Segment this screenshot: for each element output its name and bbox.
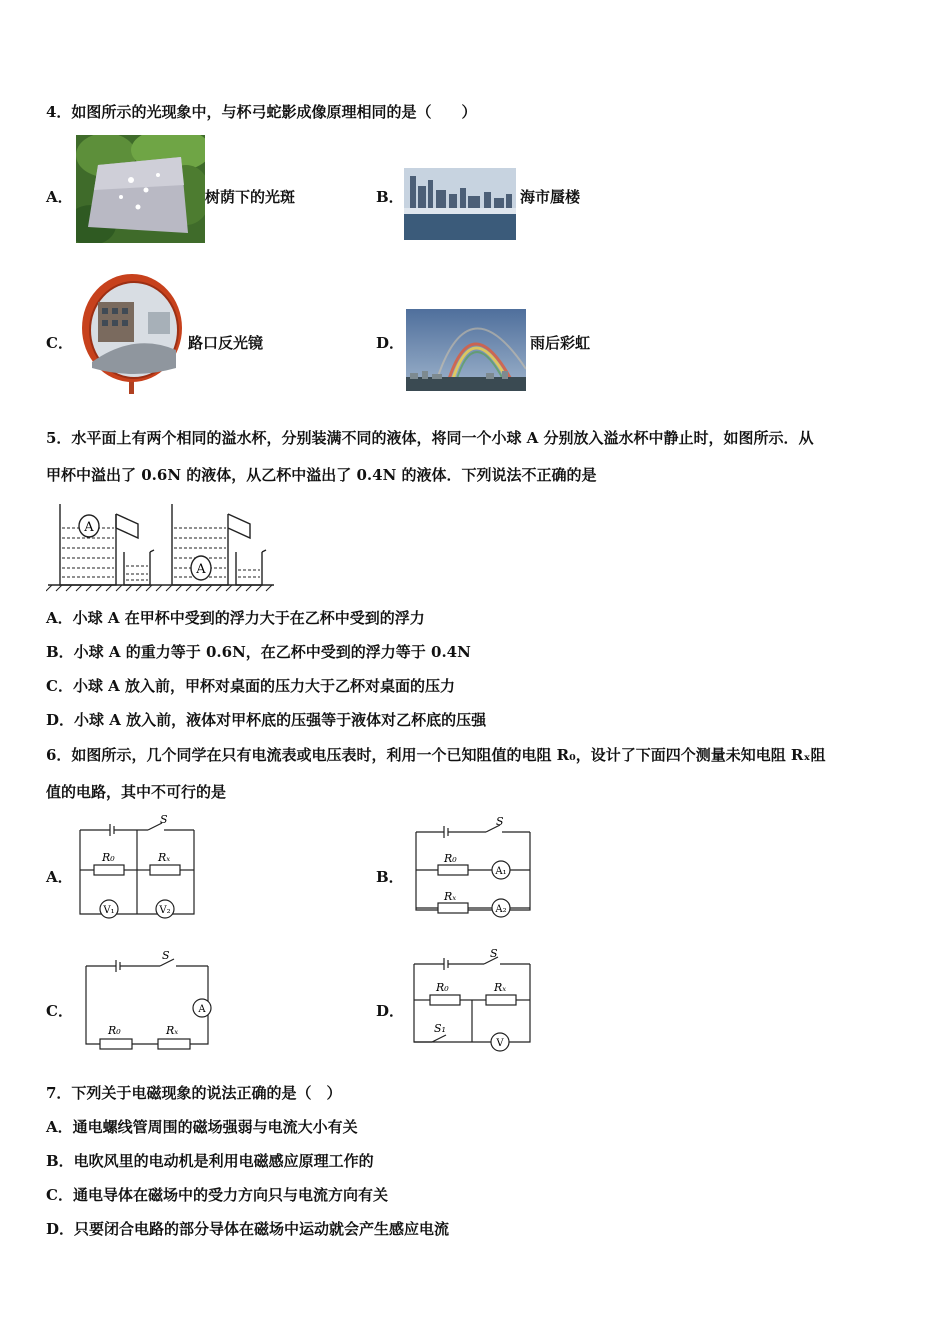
q6-d-r0-label: R₀	[436, 981, 449, 994]
q4-option-b-letter: B．	[376, 188, 404, 206]
q5-ball-label-yi: A	[196, 562, 206, 577]
q6-b-a1-label: A₁	[495, 866, 507, 877]
q6-c-r0-label: R₀	[108, 1024, 121, 1037]
q6-a-switch-label: S	[160, 813, 168, 826]
q5-stem-line1: 5．水平面上有两个相同的溢水杯，分别装满不同的液体，将同一个小球 A 分别放入溢水杯中静止时，如图所示．从	[46, 429, 814, 447]
q5-stem-line2: 甲杯中溢出了 0.6N 的液体，从乙杯中溢出了 0.4N 的液体．下列说法不正确的是	[46, 466, 597, 484]
q7-option-b: B．电吹风里的电动机是利用电磁感应原理工作的	[46, 1152, 374, 1170]
q6-b-switch-label: S	[496, 815, 504, 828]
q6-c-ammeter-label: A	[198, 1004, 206, 1015]
q4-option-d-letter: D．	[376, 334, 405, 352]
q5-option-b: B．小球 A 的重力等于 0.6N，在乙杯中受到的浮力等于 0.4N	[46, 643, 471, 661]
q6-a-r0-label: R₀	[102, 851, 115, 864]
q6-option-a-letter: A．	[46, 868, 73, 886]
q6-d-voltmeter-label: V	[496, 1038, 504, 1049]
q5-option-d: D．小球 A 放入前，液体对甲杯底的压强等于液体对乙杯底的压强	[46, 711, 487, 729]
q5-overflow-cups-figure	[46, 500, 276, 592]
q4-option-b-caption: 海市蜃楼	[520, 188, 581, 206]
q7-option-a: A．通电螺线管周围的磁场强弱与电流大小有关	[46, 1118, 358, 1136]
q4-option-d-photo	[406, 309, 526, 391]
q6-b-rx-label: Rₓ	[444, 890, 457, 903]
q6-circuit-b	[412, 814, 534, 922]
q6-option-c-letter: C．	[46, 1002, 73, 1020]
q4-stem: 4．如图所示的光现象中，与杯弓蛇影成像原理相同的是（ ）	[46, 103, 477, 121]
q4-option-b-photo	[404, 168, 516, 240]
q7-option-c: C．通电导体在磁场中的受力方向只与电流方向有关	[46, 1186, 388, 1204]
q6-d-rx-label: Rₓ	[494, 981, 507, 994]
q6-circuit-a	[76, 812, 198, 922]
q4-option-a-letter: A．	[46, 188, 73, 206]
q4-option-d-caption: 雨后彩虹	[530, 334, 591, 352]
q6-a-rx-label: Rₓ	[158, 851, 171, 864]
q6-circuit-d	[410, 944, 534, 1056]
q4-option-a-photo	[76, 135, 205, 243]
q6-circuit-c	[80, 946, 216, 1054]
q6-a-v1-label: V₁	[103, 905, 115, 916]
q5-option-c: C．小球 A 放入前，甲杯对桌面的压力大于乙杯对桌面的压力	[46, 677, 456, 695]
q6-option-b-letter: B．	[376, 868, 404, 886]
q6-d-switch2-label: S₁	[434, 1022, 446, 1035]
q4-option-c-letter: C．	[46, 334, 73, 352]
q6-b-r0-label: R₀	[444, 852, 457, 865]
q6-c-rx-label: Rₓ	[166, 1024, 179, 1037]
q5-ball-label-jia: A	[84, 520, 94, 535]
q5-option-a: A．小球 A 在甲杯中受到的浮力大于在乙杯中受到的浮力	[46, 609, 425, 627]
q6-b-a2-label: A₂	[495, 904, 507, 915]
q7-stem: 7．下列关于电磁现象的说法正确的是（ ）	[46, 1084, 342, 1102]
q7-option-d: D．只要闭合电路的部分导体在磁场中运动就会产生感应电流	[46, 1220, 450, 1238]
q6-c-switch-label: S	[162, 949, 170, 962]
q6-stem-line1: 6．如图所示，几个同学在只有电流表或电压表时，利用一个已知阻值的电阻 R₀，设计了下面四个测量未知电阻 Rₓ阻	[46, 746, 826, 764]
q4-option-c-photo	[78, 272, 186, 394]
q6-stem-line2: 值的电路，其中不可行的是	[46, 783, 227, 801]
q4-option-a-caption: 树荫下的光斑	[205, 188, 296, 206]
q6-d-switch-label: S	[490, 947, 498, 960]
q4-option-c-caption: 路口反光镜	[188, 334, 264, 352]
q6-a-v2-label: V₂	[159, 905, 171, 916]
q6-option-d-letter: D．	[376, 1002, 405, 1020]
